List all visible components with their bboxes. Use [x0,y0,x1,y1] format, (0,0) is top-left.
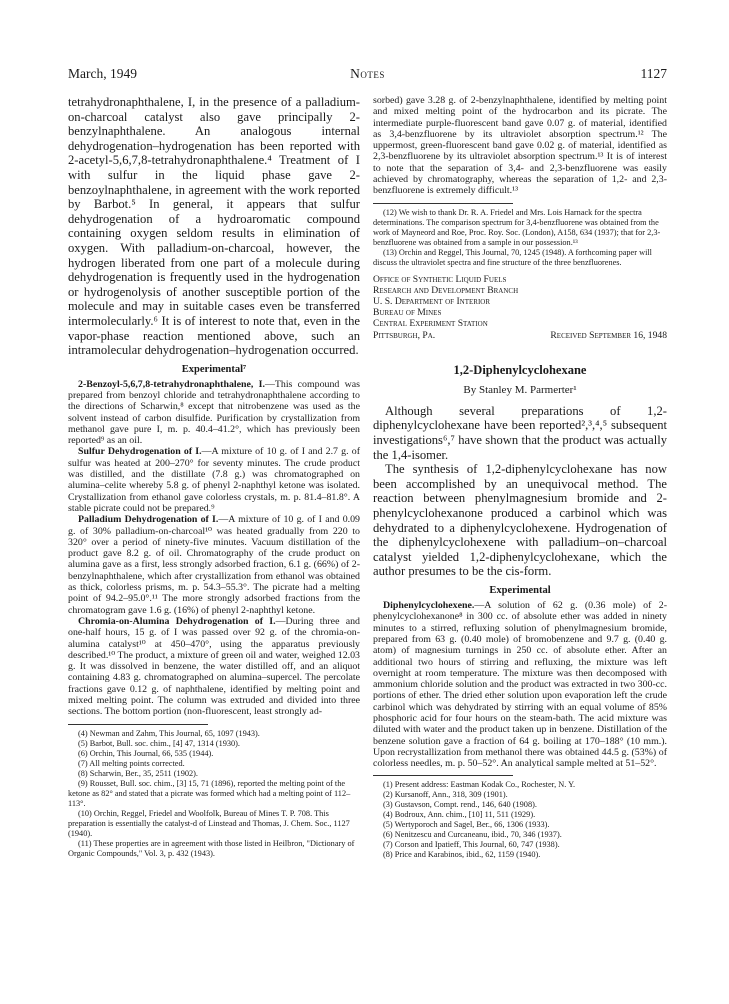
intro-text [68,95,360,358]
address-line: Research and Development Branch [373,284,519,296]
footnote: (8) Scharwin, Ber., 35, 2511 (1902). [78,768,198,778]
exp2-paragraph [373,600,667,769]
footnote-divider [68,724,208,725]
footnote: (5) Barbot, Bull. soc. chim., [4] 47, 1314 (1930). [78,738,240,748]
received-date: Received September 16, 1948 [550,329,667,341]
footnote: (3) Gustavson, Compt. rend., 146, 640 (1908). [383,800,537,810]
header-date: March, 1949 [68,66,137,81]
footnote: (11) These properties are in agreement with those listed in Heilbron, "Dictionary of Organic Compounds," Vol. 3, p. 432 (1943). [68,838,355,858]
exp-paragraph-4 [68,616,360,718]
address-line: Pittsburgh, Pa. [373,329,436,341]
footnote-divider [373,203,513,204]
address-line: Central Experiment Station [373,318,488,330]
header-section: Notes [350,66,385,81]
experimental-text [68,379,360,718]
right-column [373,95,667,860]
exp2-subhead: Diphenylcyclohexene. [383,600,475,612]
footnotes-right-top [373,208,667,268]
continued-text [373,95,667,197]
footnote: (1) Present address: Eastman Kodak Co., Rochester, N. Y. [383,780,576,790]
article-author: By Stanley M. Parmerter¹ [463,383,577,396]
page-header [68,66,667,86]
address-line: Office of Synthetic Liquid Fuels [373,273,507,285]
footnotes-left [68,729,360,859]
footnote: (13) Orchin and Reggel, This Journal, 70, 1245 (1948). A forthcoming paper will discuss the ultraviolet spectra and fine structure of the three benzfluorenes. [373,247,652,267]
footnote: (6) Orchin, This Journal, 66, 535 (1944). [78,748,214,758]
exp-body-2: —A mixture of 10 g. of I and 2.7 g. of sulfur was heated at 200–270° for seventy minutes. The crude product was distilled, and the distillate (7.8 g.) was chromatographed on alumina–celite whereby 5.8 g. of phenyl 2-naphthyl ketone was isolated. Crystallization from ethanol gave colorless crystals, m. p. 81.4–81.8°. A stable picrate could not be prepared.⁹ [68,446,360,514]
experimental-heading: Experimental⁷ [181,363,247,375]
footnote: (5) Wertyporoch and Sagel, Ber., 66, 1306 (1933). [383,820,550,830]
footnote: (8) Price and Karabinos, ibid., 62, 1159 (1940). [383,850,541,860]
footnote: (2) Kursanoff, Ann., 318, 309 (1901). [383,790,508,800]
footnote: (7) All melting points corrected. [78,758,185,768]
author-address [373,274,667,341]
article-title: 1,2-Diphenylcyclohexane [453,362,587,377]
experimental-text-2 [373,600,667,769]
article-paragraph-2: The synthesis of 1,2-diphenylcyclohexane has now been accomplished by an unequivocal method. The reaction between phenylmagnesium bromide and 2-phenylcyclohexanone produced a carbinol which was dehydrated to a diphenylcyclohexene. Hydrogenation of the diphenylcyclohexene with palladium–on–charcoal catalyst yielded 1,2-diphenylcyclohexane, which the author presumes to be the cis-form. [373,462,667,579]
address-line: U. S. Department of Interior [373,296,490,308]
exp-paragraph-1 [68,379,360,447]
exp-paragraph-3 [68,514,360,616]
footnote: (12) We wish to thank Dr. R. A. Friedel and Mrs. Lois Harnack for the spectra determinations. The comparison spectrum for 3,4-benzfluorene was obtained from the work of Mayneord and Roe, Proc. Roy. Soc. (London), A158, 634 (1937); that for 2,3-benzfluorene was obtained from a sample in our possession.¹³ [373,207,661,247]
left-column [68,95,360,859]
exp-paragraph-2 [68,446,360,514]
experimental-heading-2: Experimental [489,585,551,597]
article-body [373,404,667,579]
intro-paragraph: tetrahydronaphthalene, I, in the presence of a palladium-on-charcoal catalyst also gave principally 2-benzylnaphthalene. An analogous internal dehydrogenation–hydrogenation has been reported with 2-acetyl-5,6,7,8-tetrahydronaphthalene.⁴ Treatment of I with sulfur in the liquid phase gave 2-benzoylnaphthalene, in agreement with the work reported by Barbot.⁵ In general, it appears that sulfur dehydrogenation of a hydroaromatic compound containing oxygen seldom results in elimination of oxygen. With palladium-on-charcoal, however, the hydrogen liberated from one part of a molecule during dehydrogenation is frequently used in the hydrogenation or hydrogenolysis of another susceptible portion of the molecule and may in suitable cases even be transferred intermolecularly.⁶ It is of interest to note that, even in the vapor-phase reaction mentioned above, such an intramolecular dehydrogenation–hydrogenation occurred. [68,95,360,358]
exp-body-4: —During three and one-half hours, 15 g. of I was passed over 92 g. of the chromia-on-alumina catalyst¹⁰ at 450–470°, using the apparatus previously described.¹⁰ The product, a mixture of green oil and water, weighed 12.03 g. It was dissolved in benzene, the water distilled off, and an aliquot containing 4.83 g. chromatographed on alumina–supercel. The percolate fractions gave 0.12 g. of naphthalene, identified by melting point and mixed melting point. The column was extruded and divided into three sections. The bottom portion (non-fluorescent, least strongly ad- [68,615,360,718]
footnote: (4) Newman and Zahm, This Journal, 65, 1097 (1943). [78,728,260,738]
page-number: 1127 [640,66,667,81]
footnotes-right-bottom [373,780,667,860]
exp-subhead-2: Sulfur Dehydrogenation of I. [78,446,202,458]
footnote: (4) Bodroux, Ann. chim., [10] 11, 511 (1929). [383,810,536,820]
exp-subhead-3: Palladium Dehydrogenation of I. [78,514,219,526]
exp-subhead-1: 2-Benzoyl-5,6,7,8-tetrahydronaphthalene, I. [78,378,265,390]
footnote-divider [373,775,513,776]
exp2-body: —A solution of 62 g. (0.36 mole) of 2-phenylcyclohexanone⁸ in 300 cc. of absolute ether was added in ninety minutes to a stirred, refluxing solution of phenylmagnesium bromide, prepared from 63 g. (0.40 mole) of bromobenzene and 9.7 g. (0.40 g. atom) of magnesium turnings in 250 cc. of absolute ether. After an additional two hours of stirring and refluxing, the mixture was left overnight at room temperature. The mixture was then decomposed with ammonium chloride solution and the product was extracted in two 300-cc. portions of ether. The dried ether solution upon evaporation left the crude carbinol which was dehydrated by stirring with an equal volume of 85% phosphoric acid for four hours on the steam-bath. The acid mixture was diluted with water and the product taken up in benzene. Distillation of the benzene solution gave a fraction of 64 g. boiling at 170–188° (10 mm.). Upon recrystallization from methanol there was obtained 44.5 g. (53%) of colorless needles, m. p. 50–52°. An analytical sample melted at 51–52°. [373,600,667,770]
address-line: Bureau of Mines [373,307,442,319]
continued-paragraph: sorbed) gave 3.28 g. of 2-benzylnaphthalene, identified by melting point and mixed melting point of the hydrocarbon and its picrate. The intermediate purple-fluorescent band gave 0.07 g. of material, identified as 3,4-benzfluorene by its ultraviolet absorption spectrum.¹² The uppermost, green-fluorescent band gave 0.02 g. of material, identified as 2,3-benzfluorene by its ultraviolet absorption spectrum.¹³ It is of interest to note that the separation of 3,4- and 2,3-benzfluorene was easily achieved by chromatography, whereas the separation of 1,2- and 2,3-benzfluorene is extremely difficult.¹³ [373,95,667,197]
footnote: (7) Corson and Ipatieff, This Journal, 60, 747 (1938). [383,840,560,850]
footnote: (6) Nenitzescu and Curcaneanu, ibid., 70, 346 (1937). [383,830,562,840]
exp-body-1: —This compound was prepared from benzoyl chloride and tetrahydronaphthalene according to the directions of Scharwin,⁸ except that nitrobenzene was used as the solvent instead of carbon disulfide. Purification by crystallization from methanol gave pure I, m. p. 40.4–41.2°, which has previously been reported⁹ as an oil. [68,378,360,447]
footnote: (10) Orchin, Reggel, Friedel and Woolfolk, Bureau of Mines T. P. 708. This preparation is essentially the catalyst-d of Linstead and Thomas, J. Chem. Soc., 1127 (1940). [68,808,350,838]
exp-body-3: —A mixture of 10 g. of I and 0.09 g. of 30% palladium-on-charcoal¹⁰ was heated gradually from 220 to 320° over a period of ninety-five minutes. Vacuum distillation of the product gave 8.2 g. of oil. Chromatography of the crude product on alumina gave as a first, less strongly adsorbed fraction, 6.1 g. (66%) of 2-benzylnaphthalene, which after crystallization from ethanol was obtained as thick, colorless prisms, m. p. 54.3–55.3°. The picrate had a melting point of 94.2–95.0°.¹¹ The more strongly adsorbed fractions from the chromatogram gave 1.6 g. (16%) of phenyl 2-naphthyl ketone. [68,514,360,616]
exp-subhead-4: Chromia-on-Alumina Dehydrogenation of I. [78,615,276,627]
footnote: (9) Rousset, Bull. soc. chim., [3] 15, 71 (1896), reported the melting point of the ketone as 82° and stated that a picrate was formed which had a melting point of 112–113°. [68,778,351,808]
article-paragraph-1: Although several preparations of 1,2-diphenylcyclohexane have been reported²,³,⁴,⁵ subsequent investigations⁶,⁷ have shown that the product was actually the 1,4-isomer. [373,403,667,462]
